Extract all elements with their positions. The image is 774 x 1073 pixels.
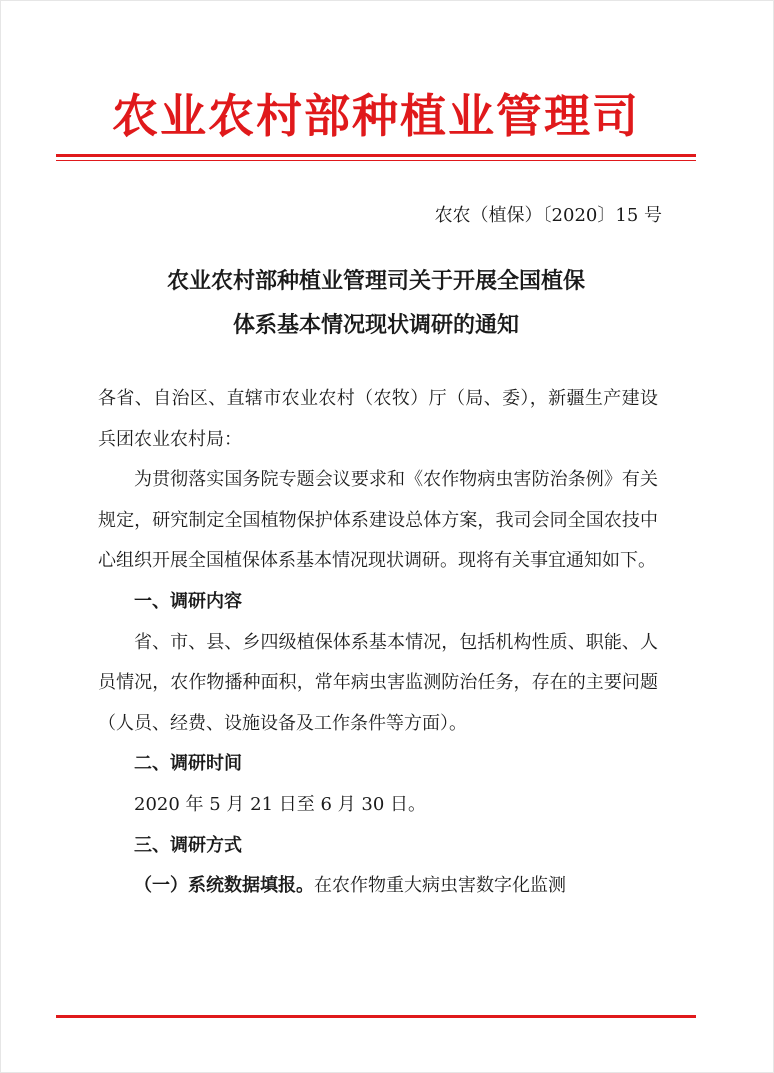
document-number: 农农（植保）〔2020〕15 号 <box>434 205 662 226</box>
document-title <box>56 259 696 347</box>
addressee: 各省、自治区、直辖市农业农村（农牧）厅（局、委），新疆生产建设兵团农业农村局： <box>98 388 658 450</box>
footer-red-rule <box>56 1015 696 1018</box>
document-title-line-1: 农业农村部种植业管理司关于开展全国植保 <box>166 268 585 294</box>
section-2-paragraph: 2020 年 5 月 21 日至 6 月 30 日。 <box>134 793 427 815</box>
masthead: 农业农村部种植业管理司 <box>112 89 640 143</box>
section-1-paragraph: 省、市、县、乡四级植保体系基本情况，包括机构性质、职能、人员情况，农作物播种面积，常年病虫害监测防治任务，存在的主要问题（人员、经费、设施设备及工作条件等方面）。 <box>98 631 658 734</box>
section-1-heading: 一、调研内容 <box>134 590 242 612</box>
document-title-line-2: 体系基本情况现状调研的通知 <box>232 312 519 338</box>
masthead-red-rule <box>56 154 696 157</box>
section-3-subsection-1 <box>98 866 658 907</box>
document-body <box>98 379 658 907</box>
section-3-heading: 三、调研方式 <box>134 834 242 856</box>
subsection-1-label: （一）系统数据填报。 <box>134 875 314 897</box>
section-2-heading: 二、调研时间 <box>134 753 242 775</box>
intro-paragraph: 为贯彻落实国务院专题会议要求和《农作物病虫害防治条例》有关规定，研究制定全国植物保护体系建设总体方案，我司会同全国农技中心组织开展全国植保体系基本情况现状调研。现将有关事宜通知如下。 <box>98 469 658 572</box>
subsection-1-text: 在农作物重大病虫害数字化监测 <box>314 875 566 897</box>
masthead-red-rule-thin <box>56 160 696 161</box>
